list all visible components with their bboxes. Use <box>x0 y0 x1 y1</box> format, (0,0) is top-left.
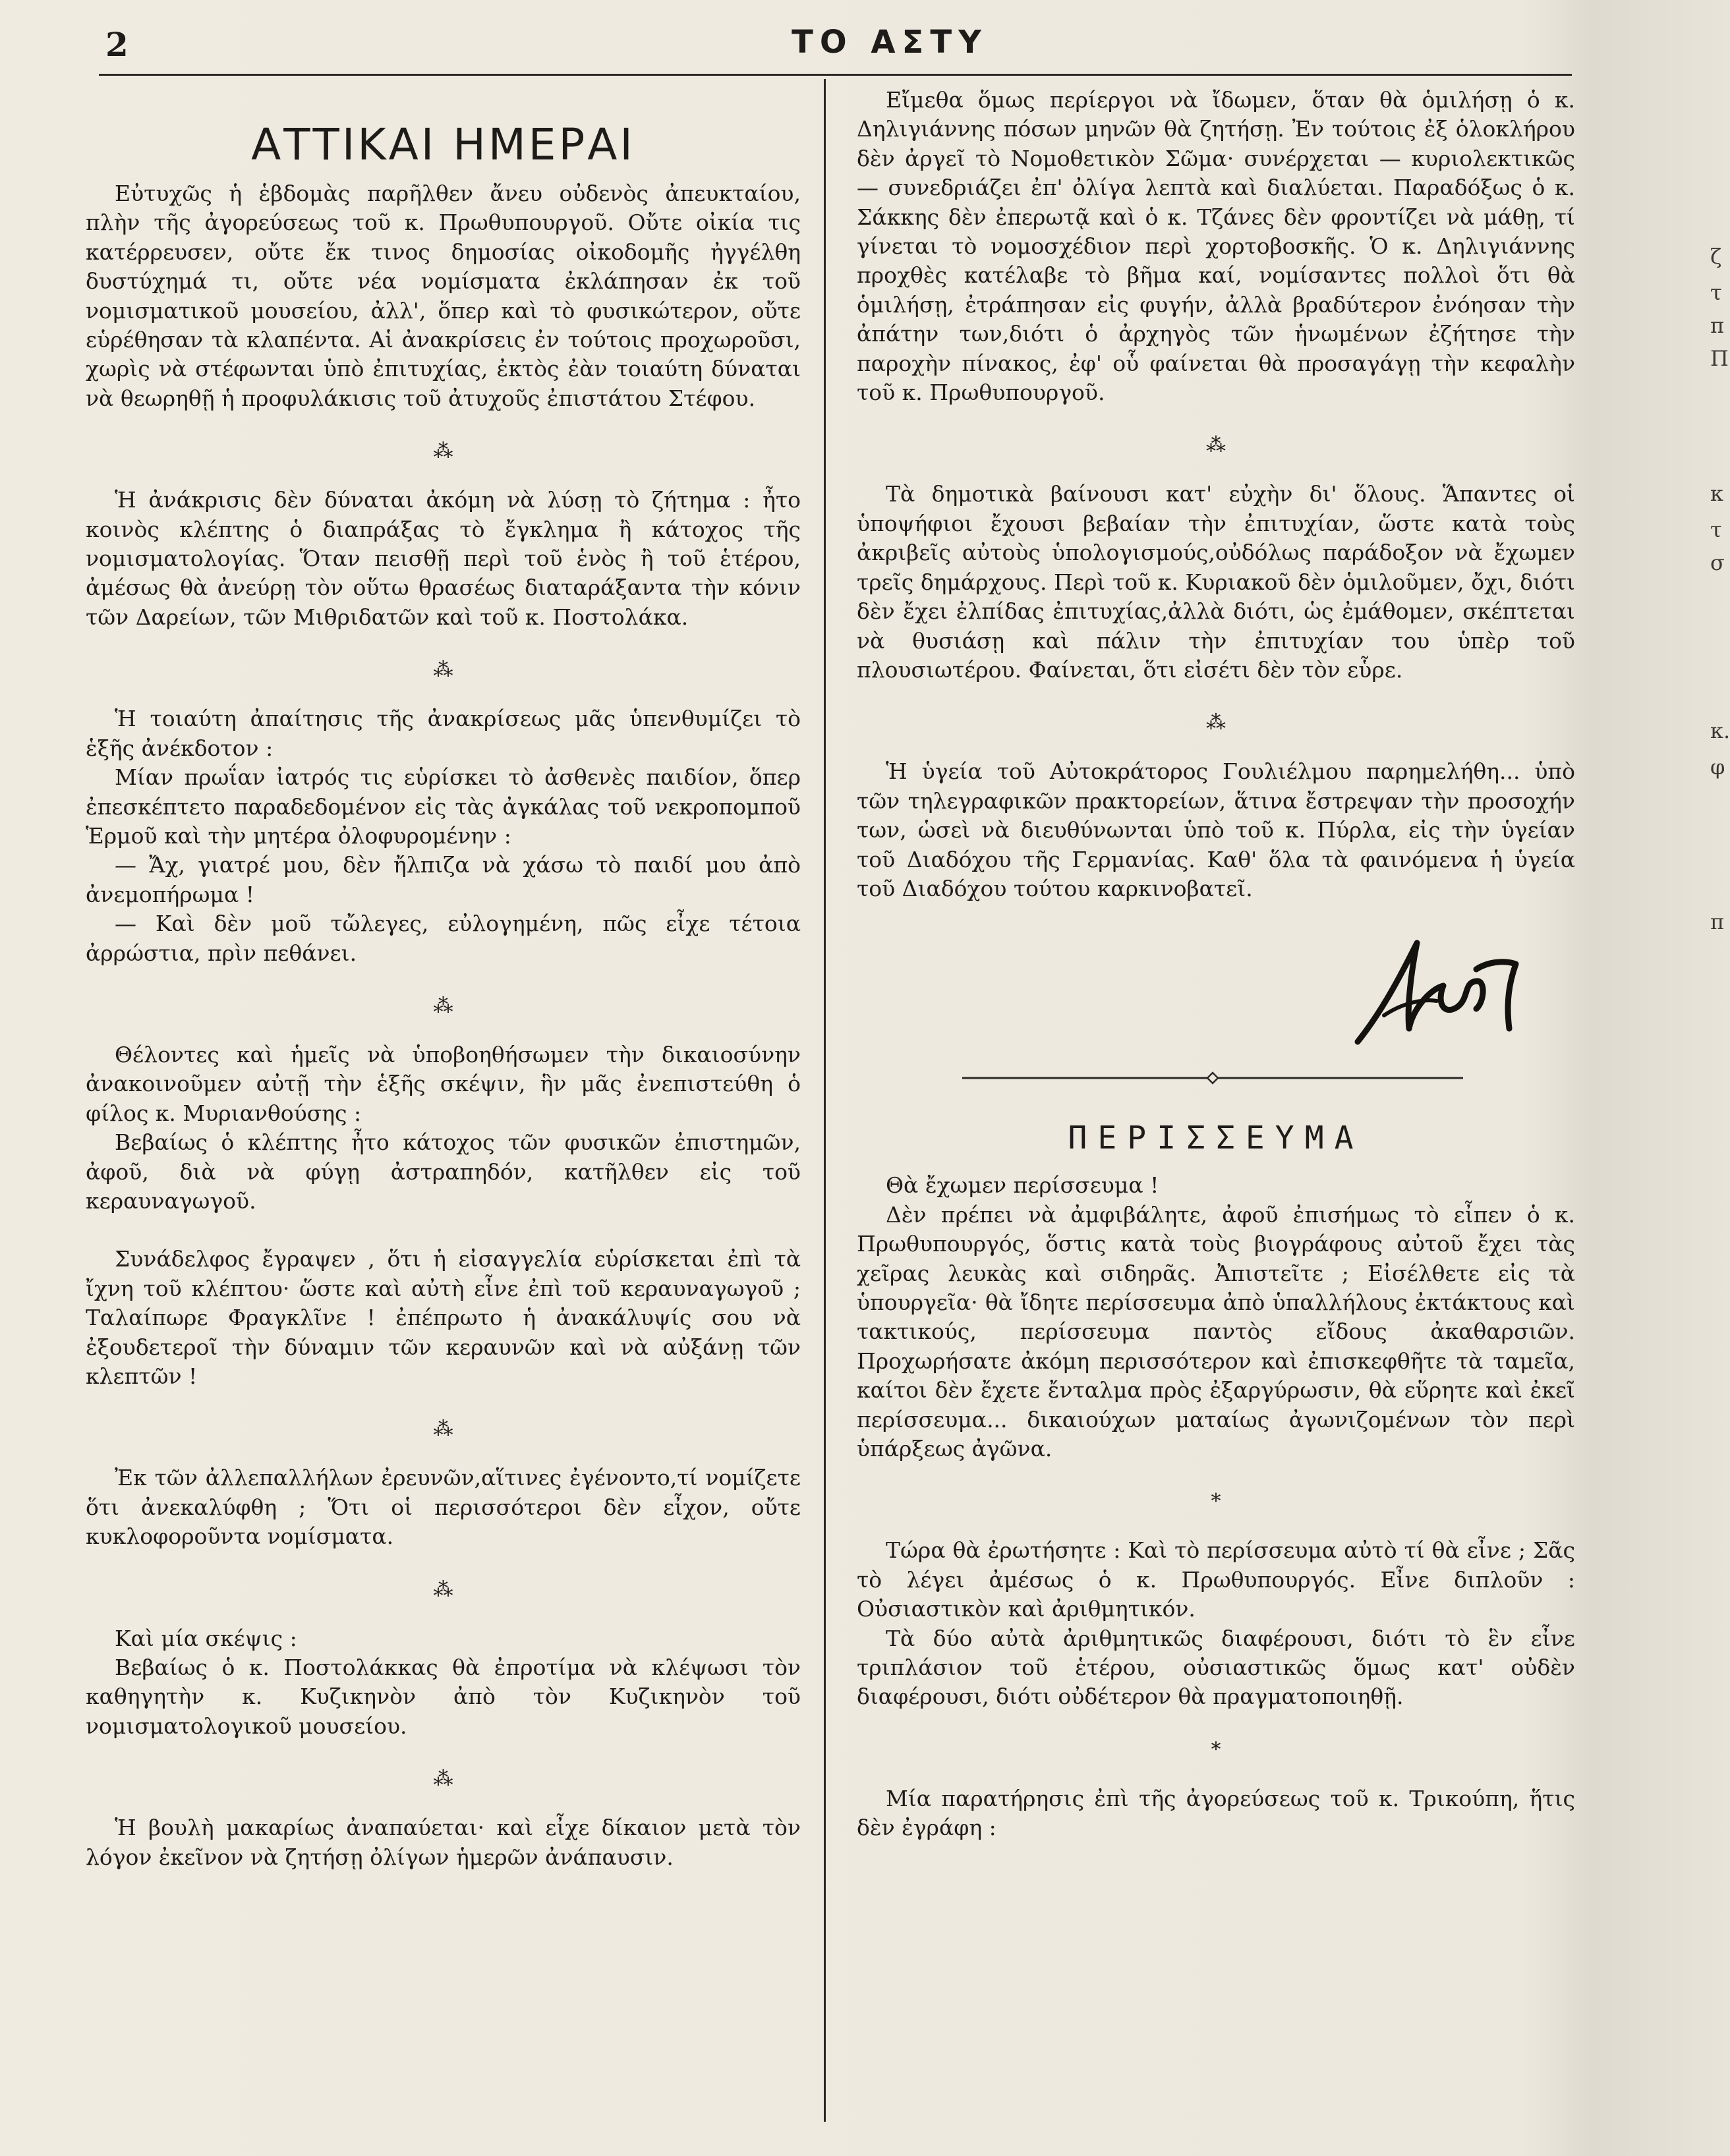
margin-fragment: π <box>1710 313 1725 338</box>
margin-fragment: σ <box>1710 550 1725 575</box>
separator-asterism: ⁂ <box>1206 711 1226 735</box>
separator-asterism: ⁂ <box>433 440 453 463</box>
margin-fragment: κ <box>1710 481 1723 506</box>
paragraph: Τὰ δύο αὐτὰ ἀριθμητικῶς διαφέρουσι, διότι τὸ ἓν εἶνε τριπλάσιον τοῦ ἑτέρου, οὐσιαστικῶς ὅμως κατ' οὐδὲν διαφέρουσι, διότι οὐδέτερον θὰ πραγματοποιηθῇ. <box>857 1625 1575 1710</box>
paragraph: Θέλοντες καὶ ἡμεῖς νὰ ὑποβοηθήσωμεν τὴν δικαιοσύνην ἀνακοινοῦμεν αὐτῇ τὴν ἑξῆς σκέψιν, ἣν μᾶς ἐνεπιστεύθη ὁ φίλος κ. Μυριανθούσης : <box>86 1041 801 1126</box>
paragraph: Δὲν πρέπει νὰ ἀμφιβάλητε, ἀφοῦ ἐπισήμως τὸ εἶπεν ὁ κ. Πρωθυπουργός, ὅστις κατὰ τοὺς βιογράφους αὐτοῦ ἔχει τὰς χεῖρας λευκὰς καὶ σιδηρᾶς. Ἀπιστεῖτε ; Εἰσέλθετε εἰς τὰ ὑπουργεῖα· θὰ ἴδητε περίσσευμα ἀπὸ ὑπαλλήλους ἐκτάκτους καὶ τακτικούς, περίσσευμα παντὸς εἴδους ἀκαθαρσιῶν. Προχωρήσατε ἀκόμη περισσότερον καὶ ἐπισκεφθῆτε τὰ ταμεῖα, καίτοι δὲν ἔχετε ἔνταλμα πρὸς ἐξαργύρωσιν, θὰ εὕρητε καὶ ἐκεῖ περίσσευμα... δικαιούχων ματαίως ἀγωνιζομένων τὸν περὶ ὑπάρξεως ἀγῶνα. <box>857 1201 1575 1461</box>
column-rule <box>824 79 826 2122</box>
separator-asterism: ⁂ <box>433 658 453 682</box>
paragraph: Εἴμεθα ὅμως περίεργοι νὰ ἴδωμεν, ὅταν θὰ ὁμιλήσῃ ὁ κ. Δηλιγιάννης πόσων μηνῶν θὰ ζητήσῃ. Ἐν τούτοις ἐξ ὁλοκλήρου δὲν ἀργεῖ τὸ Νομοθετικὸν Σῶμα· συνέρχεται — κυριολεκτικῶς — συνεδριάζει ἐπ' ὀλίγα λεπτὰ καὶ διαλύεται. Παραδόξως ὁ κ. Σάκκης δὲν ἐπερωτᾷ καὶ ὁ κ. Τζάνες δὲν φροντίζει νὰ μάθῃ, τί γίνεται τὸ νομοσχέδιον περὶ χορτοβοσκῆς. Ὁ κ. Δηλιγιάννης προχθὲς κατέλαβε τὸ βῆμα καί, νομίσαντες πολλοὶ ὅτι θὰ ὁμιλήσῃ, ἐτράπησαν εἰς φυγήν, ἀλλὰ βραδύτερον ἐνόησαν τὴν ἀπάτην των,διότι ὁ ἀρχηγὸς τῶν ἡνωμένων ἐζήτησε τὴν παροχὴν πίνακος, ἐφ' οὗ φαίνεται θὰ προσαγάγῃ τὴν κεφαλὴν τοῦ κ. Πρωθυπουργοῦ. <box>857 87 1575 406</box>
paragraph: Ἡ ὑγεία τοῦ Αὐτοκράτορος Γουλιέλμου παρημελήθη... ὑπὸ τῶν τηλεγραφικῶν πρακτορείων, ἅτινα ἔστρεψαν τὴν προσοχήν των, ὡσεὶ νὰ διευθύνωνται ὑπὸ τοῦ κ. Πύρλα, εἰς τὴν ὑγείαν τοῦ Διαδόχου τῆς Γερμανίας. Καθ' ὅλα τὰ φαινόμενα ἡ ὑγεία τοῦ Διαδόχου τούτου καρκινοβατεῖ. <box>857 758 1575 901</box>
paragraph: Μίαν πρωΐαν ἰατρός τις εὑρίσκει τὸ ἀσθενὲς παιδίον, ὅπερ ἐπεσκέπτετο παραδεδομένον εἰς τὰς ἀγκάλας τοῦ νεκροπομποῦ Ἑρμοῦ καὶ τὴν μητέρα ὀλοφυρομένην : <box>86 764 801 849</box>
paragraph: Μία παρατήρησις ἐπὶ τῆς ἀγορεύσεως τοῦ κ. Τρικούπη, ἥτις δὲν ἐγράφη : <box>857 1785 1575 1841</box>
separator-asterisk: * <box>1211 1490 1221 1514</box>
separator-asterism: ⁂ <box>433 1767 453 1791</box>
separator-asterism: ⁂ <box>433 1577 453 1601</box>
header-rule <box>99 74 1572 76</box>
margin-fragment: ζ <box>1710 244 1722 269</box>
separator-asterism: ⁂ <box>433 1417 453 1441</box>
margin-fragment: κ. <box>1710 718 1730 743</box>
dialogue-line: — Ἄχ, γιατρέ μου, δὲν ἤλπιζα νὰ χάσω τὸ παιδί μου ἀπὸ ἀνεμοπήρωμα ! <box>86 852 801 907</box>
dialogue-line: — Καὶ δὲν μοῦ τὤλεγες, εὐλογημένη, πῶς εἶχε τέτοια ἀρρώστια, πρὶν πεθάνει. <box>86 911 801 966</box>
separator-asterisk: * <box>1211 1738 1221 1761</box>
right-column <box>857 86 1575 1843</box>
masthead: ΤΟ ΑΣΤΥ <box>792 24 988 61</box>
margin-fragment: Π <box>1710 346 1729 371</box>
section-title-attikai-imerai: ΑΤΤΙΚΑΙ ΗΜΕΡΑΙ <box>251 119 635 170</box>
section-title-perisseuma: ΠΕΡΙΣΣΕΥΜΑ <box>1068 1120 1364 1157</box>
paragraph: Εὐτυχῶς ἡ ἑβδομὰς παρῆλθεν ἄνευ οὐδενὸς ἀπευκταίου, πλὴν τῆς ἀγορεύσεως τοῦ κ. Πρωθυπουργοῦ. Οὔτε οἰκία τις κατέρρευσεν, οὔτε ἔκ τινος δημοσίας οἰκοδομῆς ἠγγέλθη δυστύχημά τι, οὔτε νέα νομίσματα ἐκλάπησαν ἐκ τοῦ νομισματικοῦ μουσείου, ἀλλ', ὅπερ καὶ τὸ φυσικώτερον, οὔτε εὑρέθησαν τὰ κλαπέντα. Αἱ ἀνακρίσεις ἐν τούτοις προχωροῦσι, χωρὶς νὰ στέφωνται ὑπὸ ἐπιτυχίας, ἐκτὸς ἐὰν τοιαύτη δύναται νὰ θεωρηθῇ ἡ προφυλάκισις τοῦ ἀτυχοῦς ἐπιστάτου Στέφου. <box>86 181 801 411</box>
author-signature <box>857 923 1575 1055</box>
paragraph: Καὶ μία σκέψις : <box>115 1625 297 1651</box>
paragraph: Βεβαίως ὁ κ. Ποστολάκκας θὰ ἐπροτίμα νὰ κλέψωσι τὸν καθηγητὴν κ. Κυζικηνὸν ἀπὸ τὸν Κυζικηνὸν τοῦ νομισματολογικοῦ μουσείου. <box>86 1655 801 1739</box>
paragraph: Βεβαίως ὁ κλέπτης ἦτο κάτοχος τῶν φυσικῶν ἐπιστημῶν, ἀφοῦ, διὰ νὰ φύγῃ ἀστραπηδόν, κατῆλθεν εἰς τοῦ κεραυναγωγοῦ. <box>86 1129 801 1214</box>
paragraph: Ἡ ἀνάκρισις δὲν δύναται ἀκόμη νὰ λύσῃ τὸ ζήτημα : ἦτο κοινὸς κλέπτης ὁ διαπράξας τὸ ἔγκλημα ἢ κάτοχος τῆς νομισματολογίας. Ὅταν πεισθῇ περὶ τοῦ ἑνὸς ἢ τοῦ ἑτέρου, ἀμέσως θὰ ἀνεύρῃ τὸν οὕτω θρασέως διαταράξαντα τὴν κόνιν τῶν Δαρείων, τῶν Μιθριδατῶν καὶ τοῦ κ. Ποστολάκα. <box>86 487 801 630</box>
left-column <box>86 86 801 1872</box>
paragraph: Ἡ βουλὴ μακαρίως ἀναπαύεται· καὶ εἶχε δίκαιον μετὰ τὸν λόγον ἐκεῖνον νὰ ζητήσῃ ὀλίγων ἡμερῶν ἀνάπαυσιν. <box>86 1815 801 1870</box>
diamond-rule-icon <box>962 1068 1463 1088</box>
signature-icon <box>1344 930 1542 1055</box>
separator-asterism: ⁂ <box>1206 434 1226 457</box>
page-number: 2 <box>105 25 129 64</box>
margin-fragment: τ <box>1710 280 1722 305</box>
margin-fragment: φ <box>1710 754 1725 780</box>
paragraph: Τὰ δημοτικὰ βαίνουσι κατ' εὐχὴν δι' ὅλους. Ἅπαντες οἱ ὑποψήφιοι ἔχουσι βεβαίαν τὴν ἐπιτυχίαν, ὥστε κατὰ τοὺς ἀκριβεῖς αὐτοὺς ὑπολογισμούς,οὐδόλως παράδοξον νὰ ἔχωμεν τρεῖς δημάρχους. Περὶ τοῦ κ. Κυριακοῦ δὲν ὁμιλοῦμεν, ὄχι, διότι δὲν ἔχει ἐλπίδας ἐπιτυχίας,ἀλλὰ διότι, ὡς ἐμάθομεν, σκέπτεται νὰ θυσιάσῃ καὶ πάλιν τὴν ἐπιτυχίαν του ὑπὲρ τοῦ πλουσιωτέρου. Φαίνεται, ὅτι εἰσέτι δὲν τὸν εὗρε. <box>857 481 1575 683</box>
separator-asterism: ⁂ <box>433 994 453 1017</box>
paragraph: Τώρα θὰ ἐρωτήσητε : Καὶ τὸ περίσσευμα αὐτὸ τί θὰ εἶνε ; Σᾶς τὸ λέγει ἀμέσως ὁ κ. Πρωθυπουργός. Εἶνε διπλοῦν : Οὐσιαστικὸν καὶ ἀριθμητικόν. <box>857 1537 1575 1622</box>
margin-fragment: π <box>1710 909 1725 934</box>
ornamental-rule <box>857 1062 1575 1101</box>
paragraph: Θὰ ἔχωμεν περίσσευμα ! <box>886 1172 1159 1199</box>
paragraph: Ἐκ τῶν ἀλλεπαλλήλων ἐρευνῶν,αἵτινες ἐγένοντο,τί νομίζετε ὅτι ἀνεκαλύφθη ; Ὅτι οἱ περισσότεροι δὲν εἶχον, οὔτε κυκλοφοροῦντα νομίσματα. <box>86 1465 801 1550</box>
margin-fragment: τ <box>1710 517 1722 542</box>
paragraph: Ἡ τοιαύτη ἀπαίτησις τῆς ἀνακρίσεως μᾶς ὑπενθυμίζει τὸ ἑξῆς ἀνέκδοτον : <box>86 706 801 761</box>
paragraph: Συνάδελφος ἔγραψεν , ὅτι ἡ εἰσαγγελία εὑρίσκεται ἐπὶ τὰ ἴχνη τοῦ κλέπτου· ὥστε καὶ αὐτὴ εἶνε ἐπὶ τοῦ κεραυναγωγοῦ ; Ταλαίπωρε Φραγκλῖνε ! ἐπέπρωτο ἡ ἀνακάλυψίς σου νὰ ἐξουδετεροῖ τὴν δύναμιν τῶν κεραυνῶν καὶ νὰ αὐξάνῃ τῶν κλεπτῶν ! <box>86 1246 801 1389</box>
